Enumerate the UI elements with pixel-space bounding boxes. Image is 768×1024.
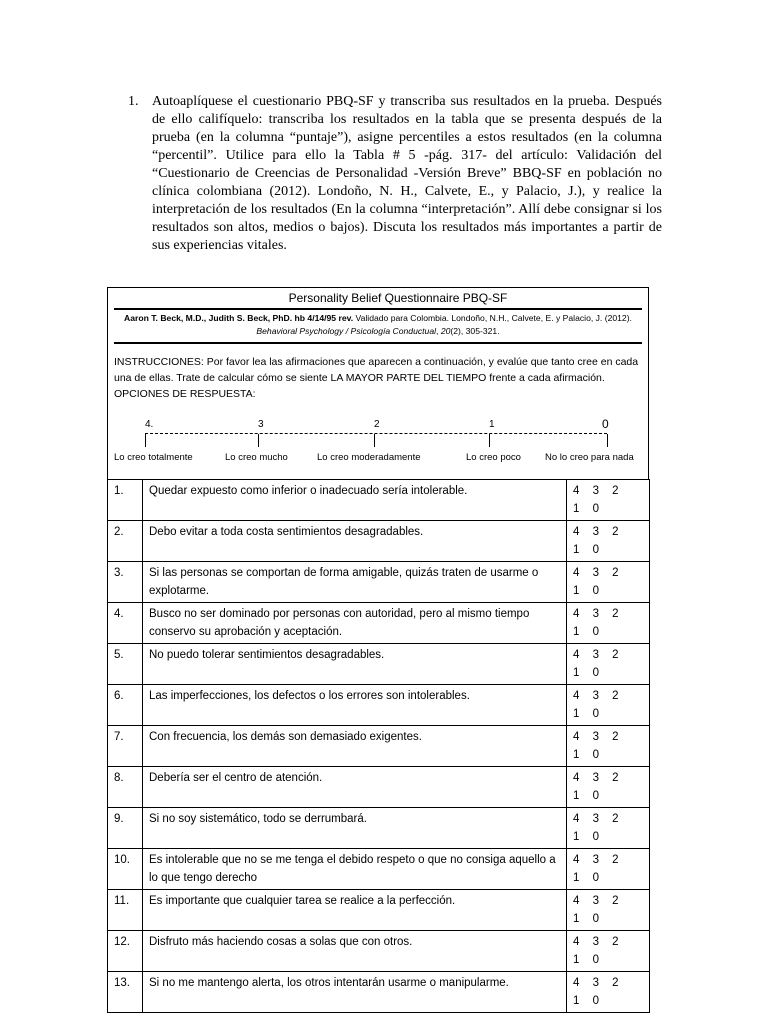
- scale-tick: [607, 434, 608, 447]
- response-options[interactable]: 4 3 2 1 0: [567, 603, 650, 644]
- questionnaire-header: [107, 287, 649, 480]
- response-options[interactable]: 4 3 2 1 0: [567, 767, 650, 808]
- scale-label-2: Lo creo moderadamente: [317, 452, 421, 463]
- table-row: [108, 849, 650, 890]
- instruction-text: Autoaplíquese el cuestionario PBQ-SF y transcriba sus resultados en la prueba. Después de ello califíquelo: transcriba los resultados en la tabla que se presenta después de la prueba (en la columna “puntaje”), asigne percentiles a estos resultados (en la columna “percentil”. Utilice para ello la Tabla # 5 -pág. 317- del artículo: Validación del “Cuestionario de Creencias de Personalidad -Versión Breve” BBQ-SF en población no clínica colombiana (2012). Londoño, N. H., Calvete, E., y Palacio, J.), y realice la interpretación de los resultados (En la columna “interpretación”. Allí debe consignar si los resultados son altos, medios o bajos). Discuta los resultados más importantes a partir de sus experiencias vitales.: [152, 94, 662, 253]
- response-options[interactable]: 4 3 2 1 0: [567, 726, 650, 767]
- table-row: [108, 931, 650, 972]
- item-number: 9.: [108, 808, 143, 849]
- table-row: [108, 562, 650, 603]
- response-options[interactable]: 4 3 2 1 0: [567, 808, 650, 849]
- item-statement: Es intolerable que no se me tenga el debido respeto o que no consiga aquello a lo que tengo derecho: [143, 849, 567, 890]
- authors-validation: Validado para Colombia. Londoño, N.H., Calvete, E. y Palacio, J. (2012).: [355, 313, 632, 323]
- item-statement: Quedar expuesto como inferior o inadecuado sería intolerable.: [143, 480, 567, 521]
- scale-tick: [145, 434, 146, 447]
- item-number: 1.: [108, 480, 143, 521]
- response-options[interactable]: 4 3 2 1 0: [567, 972, 650, 1013]
- item-statement: Si no soy sistemático, todo se derrumbará.: [143, 808, 567, 849]
- scale-number-4: 4.: [145, 419, 154, 430]
- table-row: [108, 480, 650, 521]
- scale-number-1: 1: [489, 419, 495, 430]
- item-statement: Debo evitar a toda costa sentimientos desagradables.: [143, 521, 567, 562]
- item-statement: Si no me mantengo alerta, los otros intentarán usarme o manipularme.: [143, 972, 567, 1013]
- scale-label-3: Lo creo mucho: [225, 452, 288, 463]
- journal-pages: (2), 305-321.: [450, 326, 500, 336]
- item-number: 10.: [108, 849, 143, 890]
- authors-citation: Aaron T. Beck, M.D., Judith S. Beck, PhD. hb 4/14/95 rev. Validado para Colombia. Londoño, N.H., Calvete, E. y Palacio, J. (2012). Behavioral Psychology / Psicología Conductual, 20(2), 305-321.: [124, 313, 632, 336]
- item-number: 5.: [108, 644, 143, 685]
- scale-label-4: Lo creo totalmente: [114, 452, 193, 463]
- table-row: [108, 603, 650, 644]
- journal-volume: 20: [440, 326, 451, 336]
- questionnaire-title: Personality Belief Questionnaire PBQ-SF: [288, 291, 508, 305]
- item-number: 3.: [108, 562, 143, 603]
- authors-names: Aaron T. Beck, M.D., Judith S. Beck, PhD. hb 4/14/95 rev.: [124, 313, 354, 323]
- instruction-paragraph: [128, 93, 662, 255]
- scale-number-3: 3: [258, 419, 264, 430]
- item-statement: Busco no ser dominado por personas con autoridad, pero al mismo tiempo conservo su aprobación y aceptación.: [143, 603, 567, 644]
- table-row: [108, 521, 650, 562]
- item-statement: Con frecuencia, los demás son demasiado exigentes.: [143, 726, 567, 767]
- response-options[interactable]: 4 3 2 1 0: [567, 521, 650, 562]
- table-row: [108, 767, 650, 808]
- table-row: [108, 726, 650, 767]
- item-number: 7.: [108, 726, 143, 767]
- response-options[interactable]: 4 3 2 1 0: [567, 931, 650, 972]
- item-statement: Si las personas se comportan de forma amigable, quizás traten de usarme o explotarme.: [143, 562, 567, 603]
- scale-line: [145, 433, 607, 442]
- item-statement: No puedo tolerar sentimientos desagradables.: [143, 644, 567, 685]
- item-statement: Es importante que cualquier tarea se realice a la perfección.: [143, 890, 567, 931]
- instructions-text: INSTRUCCIONES: Por favor lea las afirmaciones que aparecen a continuación, y evalúe que tanto cree en cada una de ellas. Trate de calcular cómo se siente LA MAYOR PARTE DEL TIEMPO frente a cada afirmación. OPCIONES DE RESPUESTA:: [114, 356, 639, 400]
- scale-tick: [258, 434, 259, 447]
- item-statement: Disfruto más haciendo cosas a solas que con otros.: [143, 931, 567, 972]
- response-options[interactable]: 4 3 2 1 0: [567, 644, 650, 685]
- title-rule: [114, 308, 642, 310]
- table-row: [108, 972, 650, 1013]
- scale-number-2: 2: [374, 419, 380, 430]
- scale-tick: [489, 434, 490, 447]
- scale-label-1: Lo creo poco: [466, 452, 521, 463]
- response-options[interactable]: 4 3 2 1 0: [567, 685, 650, 726]
- item-number: 11.: [108, 890, 143, 931]
- item-statement: Las imperfecciones, los defectos o los errores son intolerables.: [143, 685, 567, 726]
- scale-label-0: No lo creo para nada: [545, 452, 634, 463]
- table-row: [108, 890, 650, 931]
- item-number: 12.: [108, 931, 143, 972]
- item-number: 8.: [108, 767, 143, 808]
- item-number: 6.: [108, 685, 143, 726]
- table-row: [108, 685, 650, 726]
- item-statement: Debería ser el centro de atención.: [143, 767, 567, 808]
- authors-rule: [114, 342, 642, 344]
- response-options[interactable]: 4 3 2 1 0: [567, 849, 650, 890]
- table-row: [108, 644, 650, 685]
- journal-name: Behavioral Psychology / Psicología Conductual: [256, 326, 437, 336]
- instruction-number: 1.: [128, 94, 139, 109]
- items-table: [107, 479, 650, 1013]
- response-options[interactable]: 4 3 2 1 0: [567, 562, 650, 603]
- response-options[interactable]: 4 3 2 1 0: [567, 890, 650, 931]
- response-options[interactable]: 4 3 2 1 0: [567, 480, 650, 521]
- scale-tick: [374, 434, 375, 447]
- item-number: 4.: [108, 603, 143, 644]
- scale-number-0: 0: [602, 417, 609, 431]
- item-number: 13.: [108, 972, 143, 1013]
- table-row: [108, 808, 650, 849]
- item-number: 2.: [108, 521, 143, 562]
